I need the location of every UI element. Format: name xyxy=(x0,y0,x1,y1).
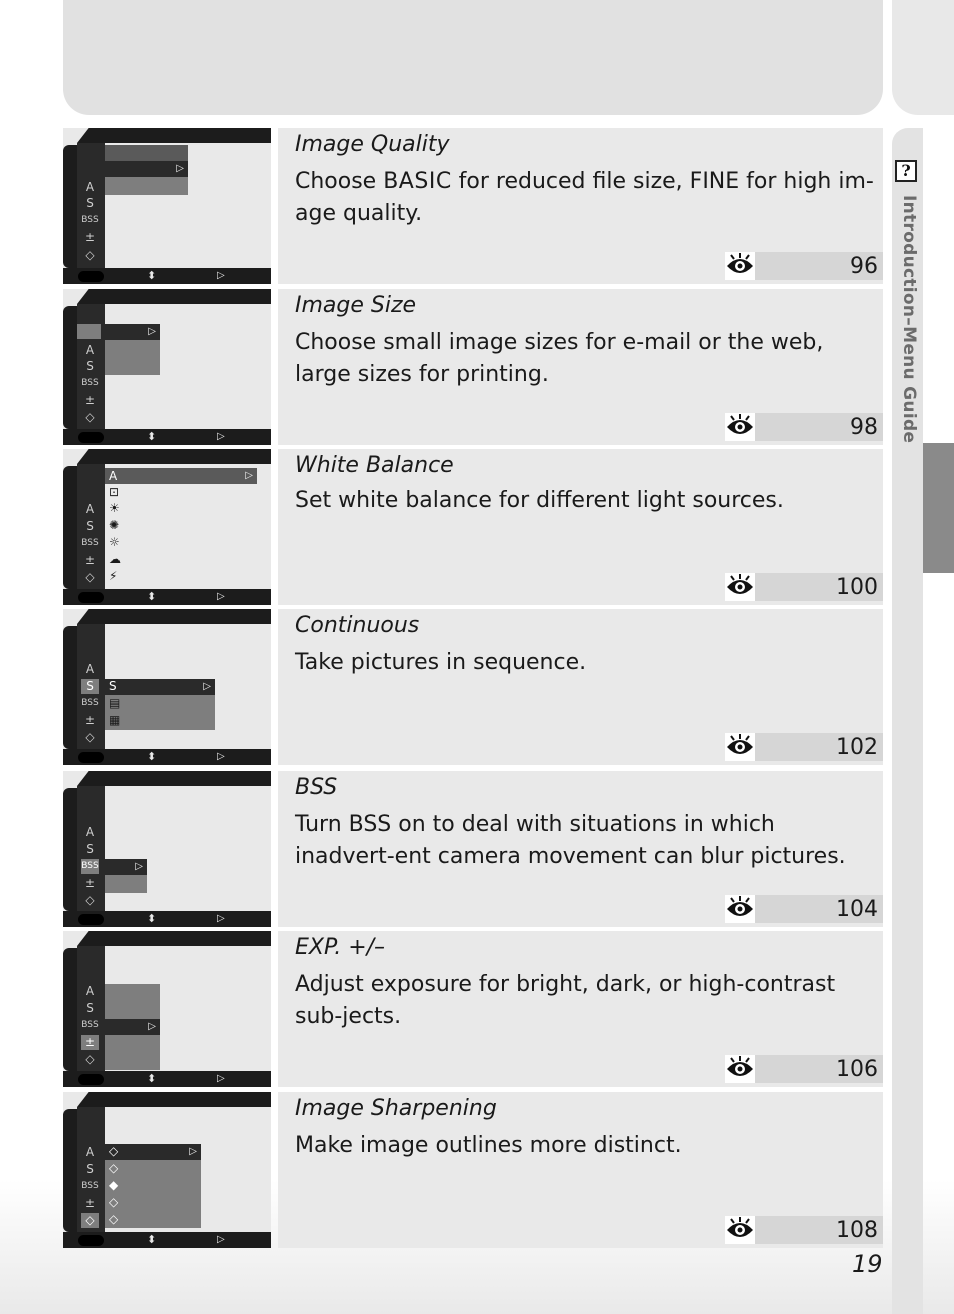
auto-mode-icon: A xyxy=(85,662,95,676)
exposure-icon: ± xyxy=(84,553,96,567)
menu-item-image-size xyxy=(63,289,883,445)
menu-item-image-quality xyxy=(63,128,883,284)
bss-icon: BSS xyxy=(81,859,99,874)
lcd-screen: ▷ A S BSS ± ◇ ⬍ ▷ xyxy=(63,128,271,284)
auto-mode-icon: A xyxy=(85,180,95,194)
lcd-screen: ▷ A S BSS ± ◇ ⬍ ▷ xyxy=(63,931,271,1087)
exposure-icon: ± xyxy=(81,1035,99,1050)
continuous-mode-icon: S xyxy=(86,1001,94,1015)
menu-item-white-balance xyxy=(63,449,883,605)
cloudy-icon: ☁ xyxy=(109,552,121,566)
right-arrow-icon: ▷ xyxy=(217,1234,225,1245)
sharpening-icon: ◇ xyxy=(85,570,95,584)
description-panel xyxy=(278,609,883,765)
page-reference xyxy=(725,1216,883,1244)
continuous-mode-icon: S xyxy=(86,519,94,533)
description-panel xyxy=(278,771,883,927)
basic-keyword: BASIC xyxy=(383,169,452,194)
exposure-icon: ± xyxy=(84,230,96,244)
item-title: Image Size xyxy=(295,293,417,318)
item-title: BSS xyxy=(295,775,338,800)
continuous-mode-icon: S xyxy=(86,196,94,210)
see-page-icon xyxy=(725,252,755,280)
exposure-icon: ± xyxy=(84,713,96,727)
sharpening-icon: ◇ xyxy=(81,1213,99,1228)
fluorescent-icon: ✺ xyxy=(109,518,120,532)
description-panel xyxy=(278,449,883,605)
page-reference xyxy=(725,1055,883,1083)
up-down-icon: ⬍ xyxy=(147,1233,157,1246)
menu-item-continuous xyxy=(63,609,883,765)
sharpen-low-icon: ◇ xyxy=(109,1195,119,1209)
right-arrow-icon: ▷ xyxy=(217,591,225,602)
see-page-icon xyxy=(725,413,755,441)
bss-icon: BSS xyxy=(81,538,99,548)
continuous-mode-icon: S xyxy=(86,1162,94,1176)
page-reference xyxy=(725,252,883,280)
see-page-icon xyxy=(725,1055,755,1083)
exposure-icon: ± xyxy=(84,1196,96,1210)
auto-mode-icon: A xyxy=(85,343,95,357)
item-description: Set white balance for different light sources. xyxy=(295,488,784,513)
up-down-icon: ⬍ xyxy=(147,912,157,925)
menu-item-bss xyxy=(63,771,883,927)
auto-mode-icon: A xyxy=(85,502,95,516)
see-page-icon xyxy=(725,895,755,923)
lcd-screen: ▷ S ▤ ▦ A S BSS ± ◇ ⬍ ▷ xyxy=(63,609,271,765)
right-arrow-icon: ▷ xyxy=(217,1073,225,1084)
right-arrow-icon: ▷ xyxy=(217,431,225,442)
right-arrow-icon: ▷ xyxy=(217,751,225,762)
bss-icon: BSS xyxy=(81,1020,99,1030)
item-title: White Balance xyxy=(295,453,454,478)
sharpen-off-icon: ◇ xyxy=(109,1212,119,1226)
sharpening-icon: ◇ xyxy=(85,410,95,424)
page-reference xyxy=(725,413,883,441)
up-down-icon: ⬍ xyxy=(147,1072,157,1085)
sharpening-icon: ◇ xyxy=(85,248,95,262)
up-down-icon: ⬍ xyxy=(147,430,157,443)
page-number: 19 xyxy=(852,1250,883,1278)
right-arrow-icon: ▷ xyxy=(217,913,225,924)
item-description: Adjust exposure for bright, dark, or high-contrast sub-jects. xyxy=(295,972,836,1029)
sharpening-icon: ◇ xyxy=(85,730,95,744)
flash-icon: ⚡ xyxy=(109,569,118,583)
page-ref-number: 102 xyxy=(836,735,878,760)
item-title: Image Quality xyxy=(295,132,450,157)
see-page-icon xyxy=(725,1216,755,1244)
lcd-screen: ▷ ◇ ◇ ◆ ◇ ◇ A S BSS ± ◇ ⬍ ▷ xyxy=(63,1092,271,1248)
page-ref-number: 104 xyxy=(836,897,878,922)
page-ref-number: 100 xyxy=(836,575,878,600)
item-title: Image Sharpening xyxy=(295,1096,497,1121)
page-ref-number: 96 xyxy=(850,254,878,279)
description-panel xyxy=(278,128,883,284)
item-description: Choose BASIC for reduced file size, FINE for high im-age quality. xyxy=(295,169,874,226)
menu-item-exposure xyxy=(63,931,883,1087)
help-icon: ? xyxy=(895,160,917,182)
description-panel xyxy=(278,1092,883,1248)
item-description: Take pictures in sequence. xyxy=(295,650,587,675)
multi-shot-icon: ▤ xyxy=(109,696,121,710)
description-panel xyxy=(278,931,883,1087)
section-label: Introduction–Menu Guide xyxy=(899,195,919,444)
sharpen-high-icon: ◇ xyxy=(109,1161,119,1175)
item-description: Make image outlines more distinct. xyxy=(295,1133,682,1158)
multi-shot-16-icon: ▦ xyxy=(109,713,121,727)
see-page-icon xyxy=(725,733,755,761)
up-down-icon: ⬍ xyxy=(147,750,157,763)
description-panel xyxy=(278,289,883,445)
page-reference xyxy=(725,573,883,601)
continuous-mode-icon: S xyxy=(81,679,99,694)
sharpening-icon: ◇ xyxy=(85,1052,95,1066)
see-page-icon xyxy=(725,573,755,601)
continuous-mode-icon: S xyxy=(86,842,94,856)
item-description: Choose small image sizes for e-mail or the web, large sizes for printing. xyxy=(295,330,824,387)
lcd-screen: ▷ A ⊡ ☀ ✺ ☼ ☁ ⚡ A S BSS ± ◇ ⬍ ▷ xyxy=(63,449,271,605)
sharpening-icon: ◇ xyxy=(85,893,95,907)
lcd-screen: ▷ A S BSS ± ◇ ⬍ ▷ xyxy=(63,771,271,927)
side-section-marker xyxy=(923,443,954,573)
item-title: Continuous xyxy=(295,613,420,638)
lcd-screen: ▷ A S BSS ± ◇ ⬍ ▷ xyxy=(63,289,271,445)
daylight-icon: ☀ xyxy=(109,501,120,515)
auto-mode-icon: A xyxy=(85,825,95,839)
exposure-icon: ± xyxy=(84,876,96,890)
bss-icon: BSS xyxy=(81,698,99,708)
exposure-icon: ± xyxy=(84,393,96,407)
item-title: EXP. +/– xyxy=(295,935,386,960)
incandescent-icon: ⊡ xyxy=(109,485,120,499)
continuous-mode-icon: S xyxy=(86,359,94,373)
page-ref-number: 98 xyxy=(850,415,878,440)
bss-icon: BSS xyxy=(81,1181,99,1191)
item-description: Turn BSS on to deal with situations in which inadvert-ent camera movement can blur pictures. xyxy=(295,812,846,869)
top-banner xyxy=(63,0,883,115)
page-reference xyxy=(725,895,883,923)
bss-icon: BSS xyxy=(81,378,99,388)
up-down-icon: ⬍ xyxy=(147,269,157,282)
page-reference xyxy=(725,733,883,761)
up-down-icon: ⬍ xyxy=(147,590,157,603)
sharpen-normal-icon: ◆ xyxy=(109,1178,119,1192)
right-arrow-icon: ▷ xyxy=(217,270,225,281)
page-ref-number: 108 xyxy=(836,1218,878,1243)
menu-item-image-sharpening xyxy=(63,1092,883,1248)
page-ref-number: 106 xyxy=(836,1057,878,1082)
bss-icon: BSS xyxy=(81,215,99,225)
side-tab-top xyxy=(892,0,954,115)
auto-mode-icon: A xyxy=(85,1145,95,1159)
auto-mode-icon: A xyxy=(85,984,95,998)
sunny-icon: ☼ xyxy=(109,535,120,549)
